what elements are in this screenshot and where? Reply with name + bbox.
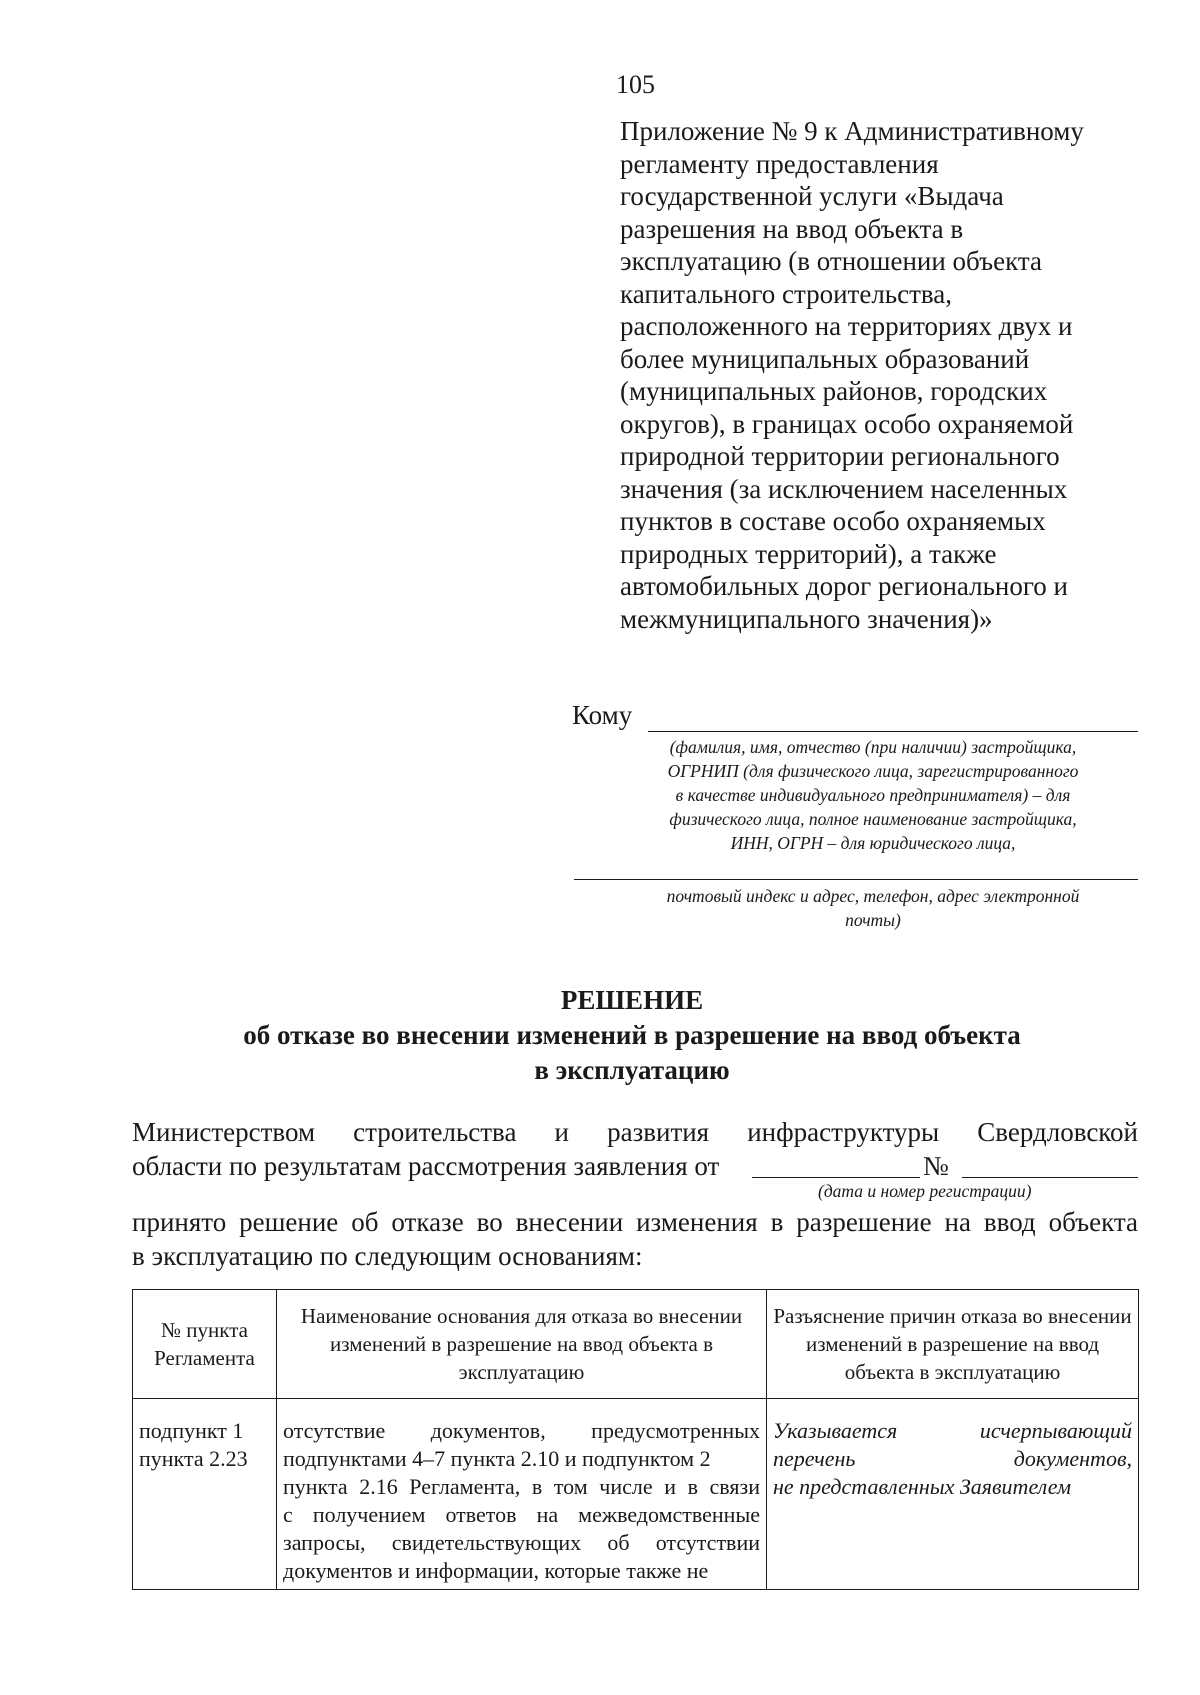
appendix-line: (муниципальных районов, городских: [620, 376, 1048, 406]
hint-line: ОГРНИП (для физического лица, зарегистрированного: [667, 761, 1079, 781]
reason-line: запросы, свидетельствующих об отсутствии: [283, 1530, 760, 1555]
appendix-line: округов), в границах особо охраняемой: [620, 408, 1074, 439]
address-field-hint: [628, 884, 1118, 932]
reason-line: отсутствие документов, предусмотренных: [283, 1418, 760, 1443]
appendix-line: более муниципальных образований: [620, 343, 1030, 374]
intro-line: Министерством строительства и развития инфраструктуры Свердловской: [132, 1117, 1138, 1147]
registration-number-field[interactable]: [962, 1177, 1138, 1178]
header-clause: № пункта Регламента: [133, 1290, 277, 1399]
explanation-line: не представленных Заявителем: [773, 1474, 1072, 1499]
appendix-line: пунктов в составе особо охраняемых: [620, 506, 1046, 536]
explanation-line: Указывается исчерпывающий: [773, 1418, 1132, 1443]
header-explanation: Разъяснение причин отказа во внесении изменений в разрешение на ввод объекта в эксплуатацию: [767, 1290, 1139, 1399]
title-line: об отказе во внесении изменений в разрешение на ввод объекта: [243, 1020, 1021, 1050]
decision-line: принято решение об отказе во внесении изменения в разрешение на ввод объекта: [132, 1207, 1138, 1237]
registration-hint: (дата и номер регистрации): [818, 1181, 1032, 1201]
title-line: в эксплуатацию: [534, 1055, 730, 1085]
page-number: 105: [616, 70, 655, 99]
cell-clause: подпункт 1 пункта 2.23: [133, 1399, 277, 1590]
title-line: РЕШЕНИЕ: [560, 985, 704, 1015]
recipient-name-field[interactable]: [648, 731, 1138, 732]
table-header-row: [133, 1290, 1139, 1399]
appendix-header: [620, 115, 1140, 635]
appendix-line: значения (за исключением населенных: [620, 473, 1068, 504]
reason-line: пункта 2.16 Регламента, в том числе и в связи: [283, 1474, 760, 1499]
intro-line: области по результатам рассмотрения заявления от: [132, 1151, 720, 1181]
appendix-line: капитального строительства,: [620, 278, 953, 309]
reason-line: подпунктами 4–7 пункта 2.10 и подпунктом 2: [283, 1446, 711, 1471]
appendix-line: расположенного на территориях двух и: [620, 311, 1073, 341]
hint-line: физического лица, полное наименование застройщика,: [669, 809, 1077, 829]
appendix-line: государственной услуги «Выдача: [620, 181, 1004, 211]
hint-line: почты): [845, 910, 901, 930]
appendix-line: автомобильных дорог регионального и: [620, 571, 1068, 601]
appendix-line: природной территории регионального: [620, 441, 1060, 471]
appendix-line: межмуниципального значения)»: [620, 603, 993, 634]
appendix-line: природных территорий), а также: [620, 538, 997, 569]
application-date-field[interactable]: [752, 1177, 920, 1178]
hint-line: почтовый индекс и адрес, телефон, адрес электронной: [666, 886, 1080, 906]
appendix-line: разрешения на ввод объекта в: [620, 213, 964, 244]
appendix-line: эксплуатацию (в отношении объекта: [620, 246, 1042, 276]
appendix-line: регламенту предоставления: [620, 148, 939, 179]
decision-line: в эксплуатацию по следующим основаниям:: [132, 1241, 643, 1271]
document-title: [132, 983, 1132, 1088]
header-reason: Наименование основания для отказа во внесении изменений в разрешение на ввод объекта в эксплуатацию: [277, 1290, 767, 1399]
number-sign: №: [923, 1151, 949, 1181]
recipient-field-hint: [628, 735, 1118, 855]
recipient-address-field[interactable]: [574, 879, 1138, 880]
reason-line: с получением ответов на межведомственные: [283, 1502, 760, 1527]
appendix-line: Приложение № 9 к Административному: [620, 116, 1084, 146]
hint-line: в качестве индивидуального предпринимателя) – для: [675, 785, 1071, 805]
hint-line: (фамилия, имя, отчество (при наличии) застройщика,: [669, 737, 1077, 757]
table-row: [133, 1399, 1139, 1590]
refusal-grounds-table: [132, 1289, 1139, 1590]
cell-explanation: [767, 1399, 1139, 1590]
hint-line: ИНН, ОГРН – для юридического лица,: [730, 833, 1016, 853]
recipient-label: Кому: [572, 700, 633, 730]
reason-line: документов и информации, которые также не: [283, 1558, 709, 1583]
cell-reason: [277, 1399, 767, 1590]
explanation-line: перечень документов,: [773, 1446, 1132, 1471]
